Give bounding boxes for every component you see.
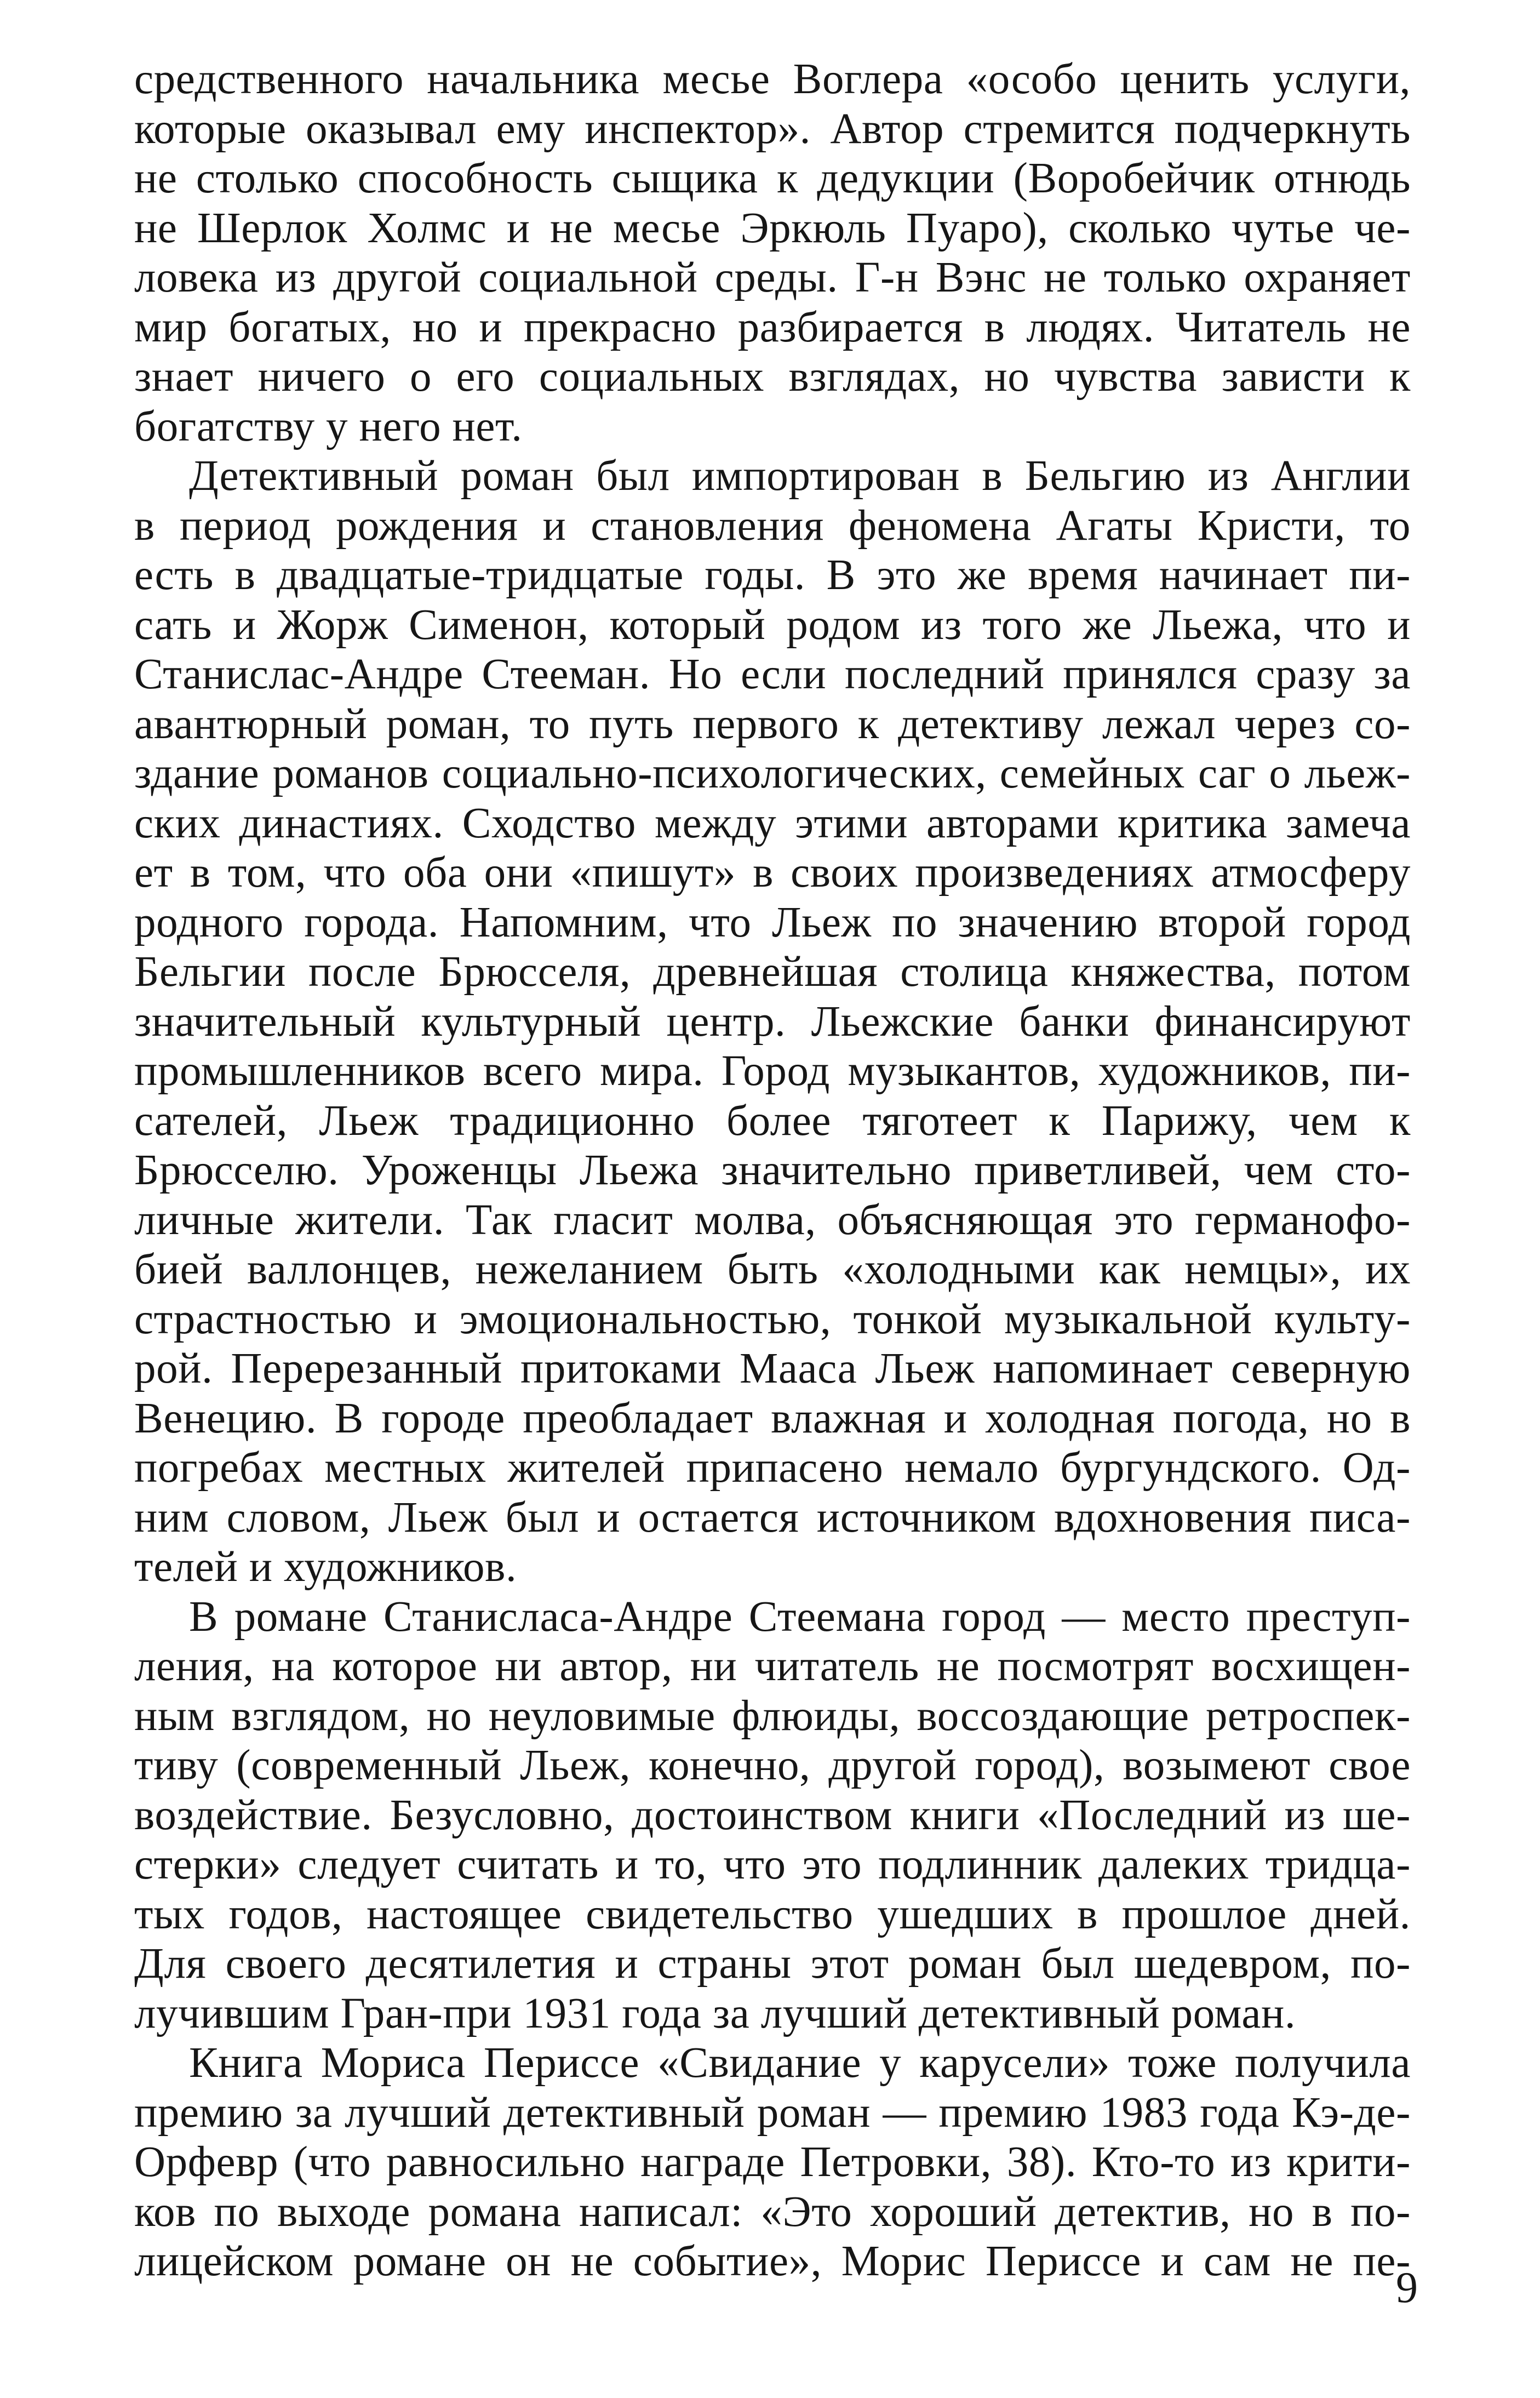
- paragraph-2: [134, 452, 1411, 1592]
- text-line: в период рождения и становления феномена Агаты Кристи, то: [134, 501, 1411, 550]
- text-line: воздействие. Безусловно, достоинством книги «Последний из ше-: [134, 1791, 1411, 1839]
- text-line: премию за лучший детективный роман — премию 1983 года Кэ-де-: [134, 2088, 1411, 2137]
- text-line: тых годов, настоящее свидетельство ушедших в прошлое дней.: [134, 1890, 1411, 1938]
- text-line: не столько способность сыщика к дедукции (Воробейчик отнюдь: [134, 155, 1411, 202]
- text-line: родного города. Напомним, что Льеж по значению второй город: [134, 898, 1411, 946]
- text-line: Бельгии после Брюсселя, древнейшая столица княжества, потом: [134, 948, 1411, 996]
- text-line: Книга Мориса Периссе «Свидание у карусели» тоже получила: [189, 2039, 1411, 2087]
- text-line: ет в том, что оба они «пишут» в своих произведениях атмосферу: [134, 849, 1411, 897]
- text-line: Брюсселю. Уроженцы Льежа значительно приветливей, чем сто-: [134, 1146, 1411, 1194]
- text-line: не Шерлок Холмс и не месье Эркюль Пуаро), сколько чутье че-: [134, 204, 1411, 252]
- text-line: страстностью и эмоциональностью, тонкой музыкальной культу-: [134, 1295, 1411, 1343]
- body-text: [134, 55, 1411, 2287]
- text-line: стерки» следует считать и то, что это подлинник далеких тридца-: [134, 1841, 1411, 1888]
- paragraph-4: [134, 2039, 1411, 2287]
- text-line: промышленников всего мира. Город музыкантов, художников, пи-: [134, 1047, 1411, 1095]
- text-line: ным взглядом, но неуловимые флюиды, воссоздающие ретроспек-: [134, 1692, 1411, 1740]
- text-line: рой. Перерезанный притоками Мааса Льеж напоминает северную: [134, 1345, 1411, 1392]
- text-line: мир богатых, но и прекрасно разбирается в людях. Читатель не: [134, 303, 1411, 351]
- text-line: ловека из другой социальной среды. Г-н Вэнс не только охраняет: [134, 254, 1411, 301]
- text-line: ков по выходе романа написал: «Это хороший детектив, но в по-: [134, 2188, 1411, 2236]
- text-line: есть в двадцатые-тридцатые годы. В это же время начинает пи-: [134, 551, 1411, 599]
- paragraph-3: [134, 1592, 1411, 2039]
- text-line: погребах местных жителей припасено немало бургундского. Од-: [134, 1444, 1411, 1492]
- text-line: сать и Жорж Сименон, который родом из того же Льежа, что и: [134, 601, 1411, 649]
- text-line: ских династиях. Сходство между этими авторами критика замеча: [134, 799, 1411, 847]
- text-line: Орфевр (что равносильно награде Петровки, 38). Кто-то из крити-: [134, 2138, 1411, 2186]
- text-line: тиву (современный Льеж, конечно, другой город), возымеют свое: [134, 1742, 1411, 1789]
- text-line: ления, на которое ни автор, ни читатель не посмотрят восхищен-: [134, 1642, 1411, 1690]
- text-line: здание романов социально-психологических, семейных саг о льеж-: [134, 750, 1411, 797]
- text-line: бией валлонцев, нежеланием быть «холодными как немцы», их: [134, 1246, 1411, 1293]
- text-line: Станислас-Андре Стееман. Но если последний принялся сразу за: [134, 650, 1411, 698]
- text-line: знает ничего о его социальных взглядах, но чувства зависти к: [134, 353, 1411, 401]
- text-line: ним словом, Льеж был и остается источником вдохновения писа-: [134, 1493, 1411, 1541]
- text-line: средственного начальника месье Воглера «особо ценить услуги,: [134, 55, 1411, 103]
- text-line: сателей, Льеж традиционно более тяготеет к Парижу, чем к: [134, 1097, 1411, 1145]
- text-line: Детективный роман был импортирован в Бельгию из Англии: [189, 452, 1411, 500]
- text-line: Для своего десятилетия и страны этот роман был шедевром, по-: [134, 1940, 1411, 1988]
- text-line: авантюрный роман, то путь первого к детективу лежал через со-: [134, 700, 1411, 748]
- text-line: богатству у него нет.: [134, 402, 523, 450]
- page-number: 9: [1396, 2264, 1418, 2312]
- text-line: Венецию. В городе преобладает влажная и холодная погода, но в: [134, 1394, 1411, 1442]
- text-line: телей и художников.: [134, 1543, 517, 1591]
- text-line: которые оказывал ему инспектор». Автор стремится подчеркнуть: [134, 105, 1411, 153]
- text-line: лицейском романе он не событие», Морис Периссе и сам не пе-: [134, 2237, 1411, 2285]
- text-line: В романе Станисласа-Андре Стеемана город — место преступ-: [189, 1592, 1411, 1641]
- text-line: лучившим Гран-при 1931 года за лучший детективный роман.: [134, 1989, 1296, 2037]
- text-line: значительный культурный центр. Льежские банки финансируют: [134, 997, 1411, 1046]
- text-line: личные жители. Так гласит молва, объясняющая это германофо-: [134, 1196, 1411, 1244]
- paragraph-1: [134, 55, 1411, 452]
